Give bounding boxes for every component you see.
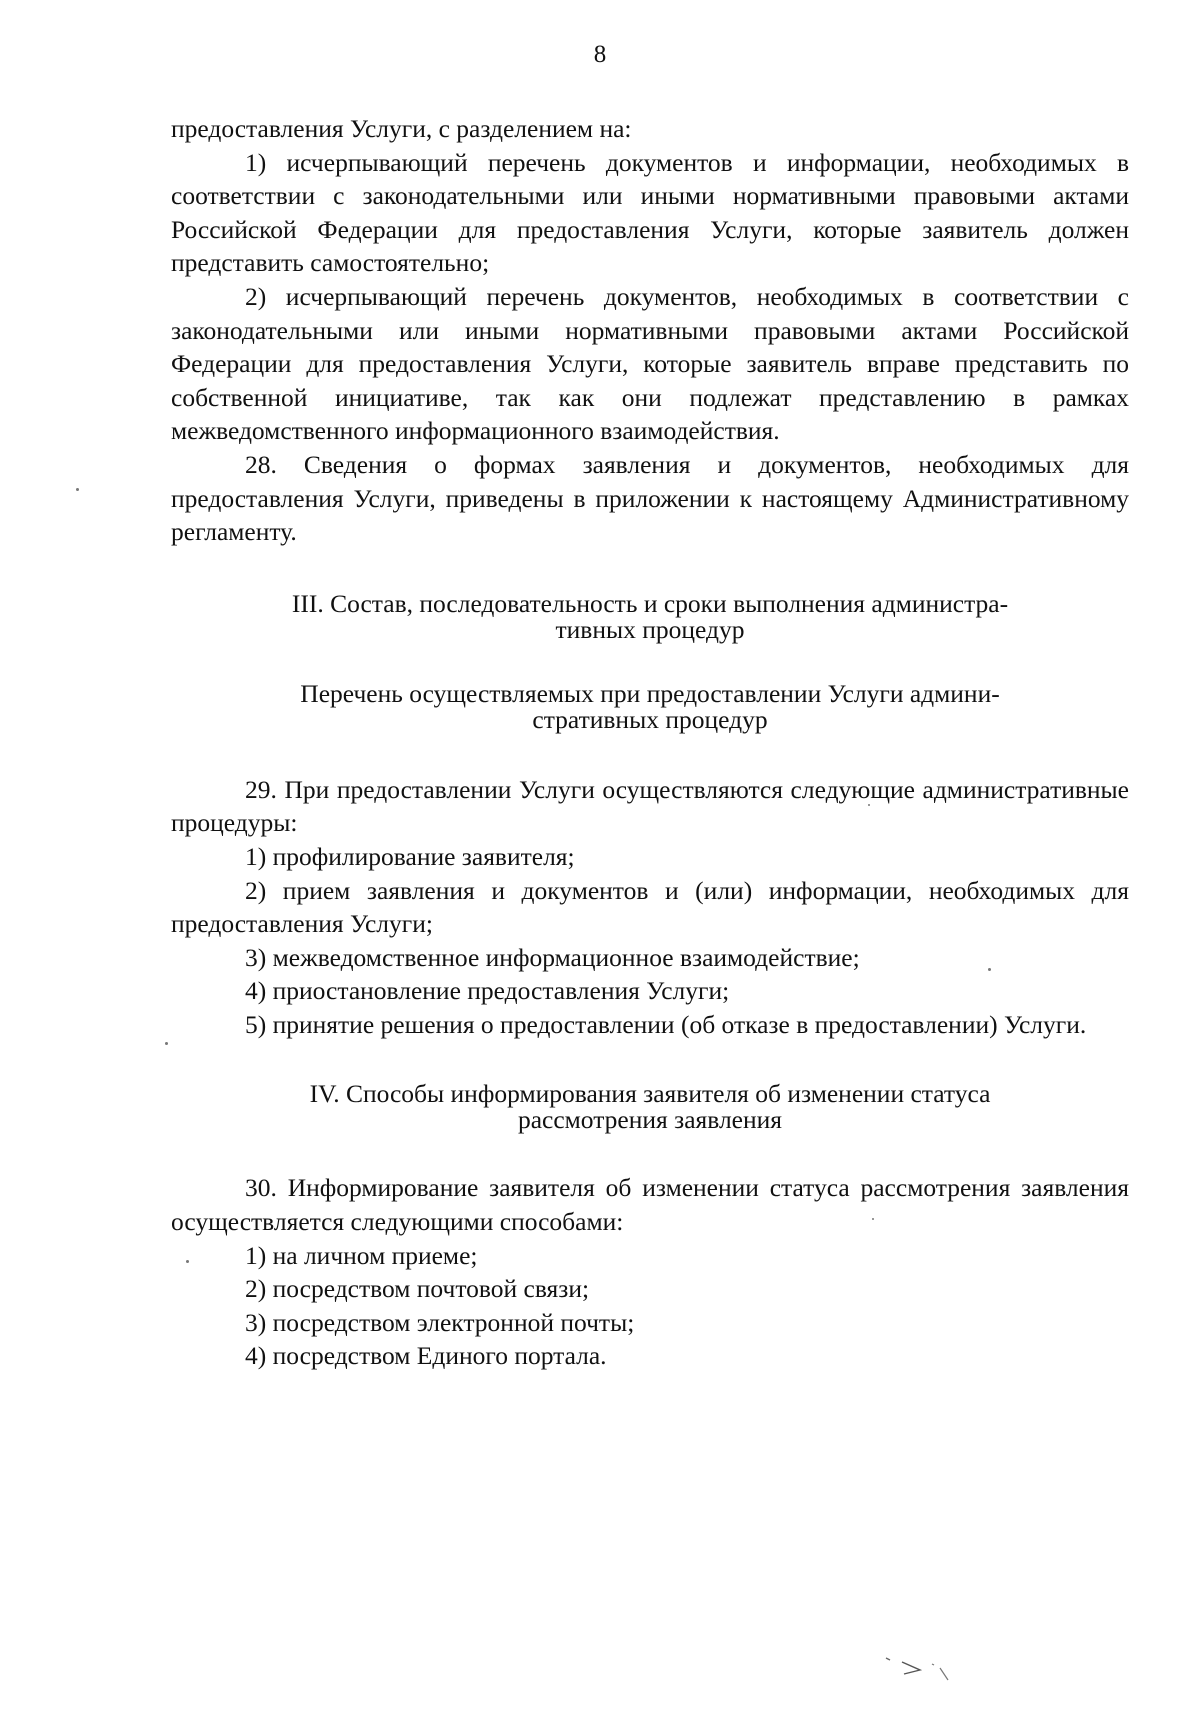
subsection-heading — [171, 678, 1129, 734]
paragraph-30: 30. Информирование заявителя об изменении статуса рассмотрения заявления осуществляется следующими способами: — [171, 1173, 1129, 1237]
procedure-item-5: 5) принятие решения о предоставлении (об отказе в предоставлении) Услуги. — [245, 1009, 1087, 1039]
notification-item-1: 1) на личном приеме; — [245, 1240, 478, 1270]
section-heading-4-line1: IV. Способы информирования заявителя об изменении статуса — [309, 1079, 991, 1109]
procedure-item-4: 4) приостановление предоставления Услуги; — [245, 976, 730, 1006]
subsection-heading-line1: Перечень осуществляемых при предоставлении Услуги админи- — [300, 678, 1000, 708]
paragraph-29: 29. При предоставлении Услуги осуществляются следующие административные процедуры: — [171, 774, 1129, 838]
procedure-item-1: 1) профилирование заявителя; — [245, 841, 575, 871]
list-item-documents-self: 1) исчерпывающий перечень документов и информации, необходимых в соответствии с законодательными или иными нормативными правовыми актами Российской Федерации для предоставления Услуги, которые заявитель должен представить самостоятельно; — [171, 147, 1129, 278]
section-heading-4 — [171, 1081, 1129, 1133]
page-number: 8 — [593, 41, 607, 68]
procedure-item-3: 3) межведомственное информационное взаимодействие; — [245, 942, 860, 972]
scan-speck — [165, 1042, 168, 1045]
section-heading-3-line1: III. Состав, последовательность и сроки выполнения администра- — [291, 588, 1009, 618]
subsection-heading-line2: стративных процедур — [532, 704, 768, 734]
scan-speck — [872, 1218, 874, 1220]
scan-speck — [186, 1260, 189, 1263]
section-heading-3 — [171, 588, 1129, 644]
section-heading-3-line2: тивных процедур — [555, 614, 745, 644]
procedure-item-2: 2) прием заявления и документов и (или) информации, необходимых для предоставления Услуги; — [171, 875, 1129, 939]
scan-speck — [988, 968, 991, 971]
document-body — [171, 112, 1129, 1373]
list-item-documents-initiative: 2) исчерпывающий перечень документов, необходимых в соответствии с законодательными или иными нормативными правовыми актами Российской Федерации для предоставления Услуги, которые заявитель вправе представить по собственной инициативе, так как они подлежат представлению в рамках межведомственного информационного взаимодействия. — [171, 281, 1129, 446]
paragraph-28: 28. Сведения о формах заявления и документов, необходимых для предоставления Услуги, приведены в приложении к настоящему Административному регламенту. — [171, 449, 1129, 547]
pen-mark-icon — [882, 1652, 962, 1702]
scan-speck — [868, 804, 870, 806]
section-heading-4-line2: рассмотрения заявления — [517, 1105, 783, 1135]
paragraph-intro: предоставления Услуги, с разделением на: — [171, 114, 632, 143]
notification-item-3: 3) посредством электронной почты; — [245, 1307, 635, 1337]
scan-speck — [76, 488, 79, 491]
notification-item-4: 4) посредством Единого портала. — [245, 1341, 607, 1371]
notification-item-2: 2) посредством почтовой связи; — [245, 1274, 590, 1304]
